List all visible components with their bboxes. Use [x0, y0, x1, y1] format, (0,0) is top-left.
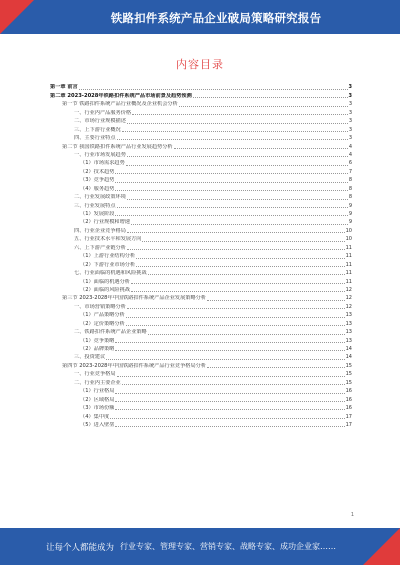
toc-leader-dots — [79, 89, 348, 90]
toc-leader-dots — [148, 274, 345, 275]
footer-accent-triangle — [363, 528, 400, 565]
toc-entry[interactable] — [50, 311, 352, 319]
toc-entry[interactable] — [50, 226, 352, 234]
toc-entry-page: 17 — [345, 421, 352, 428]
toc-entry-text: 二、铁路扣件系统产品企业策略 — [74, 329, 147, 336]
toc-entry-page: 3 — [348, 135, 352, 142]
toc-entry-page: 17 — [345, 413, 352, 420]
toc-entry[interactable] — [50, 83, 352, 91]
toc-entry-text: 三、上下游行业概况 — [74, 126, 121, 133]
toc-entry[interactable] — [50, 210, 352, 218]
toc-leader-dots — [115, 215, 347, 216]
toc-entry[interactable] — [50, 277, 352, 285]
toc-leader-dots — [127, 156, 348, 157]
toc-entry[interactable] — [50, 117, 352, 125]
toc-leader-dots — [122, 131, 348, 132]
toc-entry[interactable] — [50, 243, 352, 251]
toc-entry[interactable] — [50, 201, 352, 209]
toc-entry-text: 二、市场行业规模描述 — [74, 118, 126, 125]
toc-entry-text: 第一章 前言 — [50, 84, 78, 91]
toc-leader-dots — [136, 258, 344, 259]
toc-leader-dots — [115, 393, 344, 394]
toc-entry-page: 3 — [348, 101, 352, 108]
toc-entry[interactable] — [50, 218, 352, 226]
toc-entry[interactable] — [50, 294, 352, 302]
toc-leader-dots — [115, 173, 347, 174]
toc-entry-page: 11 — [345, 261, 352, 268]
toc-entry[interactable] — [50, 142, 352, 150]
toc-leader-dots — [127, 232, 345, 233]
toc-leader-dots — [174, 148, 348, 149]
toc-entry[interactable] — [50, 319, 352, 327]
toc-entry-text: 第二章 2023-2028年铁路扣件系统产品市场前景及趋势预测 — [50, 92, 192, 99]
toc-entry-page: 11 — [345, 244, 352, 251]
toc-entry-text: （2）技术趋势 — [80, 168, 115, 175]
toc-entry[interactable] — [50, 395, 352, 403]
toc-entry-text: 三、投资建议 — [74, 354, 106, 361]
toc-entry-page: 10 — [345, 227, 352, 234]
footer-slogan: 让每个人都能成为 — [46, 543, 115, 553]
toc-entry[interactable] — [50, 328, 352, 336]
toc-entry-text: 一、行业竞争格局 — [74, 371, 116, 378]
toc-entry-page: 11 — [345, 253, 352, 260]
toc-entry-page: 13 — [345, 329, 352, 336]
toc-entry[interactable] — [50, 108, 352, 116]
toc-entry[interactable] — [50, 91, 352, 99]
toc-entry-page: 8 — [348, 194, 352, 201]
toc-entry-text: （1）竞争策略 — [80, 337, 115, 344]
toc-leader-dots — [142, 241, 344, 242]
toc-title: 内容目录 — [176, 58, 224, 71]
toc-leader-dots — [115, 342, 344, 343]
toc-entry-page: 12 — [345, 303, 352, 310]
toc-entry-text: 三、行业发展特点 — [74, 202, 116, 209]
toc-entry-page: 3 — [348, 126, 352, 133]
toc-entry-page: 9 — [348, 219, 352, 226]
toc-entry-text: （2）面临的风险挑战 — [80, 286, 130, 293]
toc-entry-text: （3）市场份额 — [80, 405, 115, 412]
toc-entry-page: 13 — [345, 320, 352, 327]
toc-leader-dots — [126, 165, 348, 166]
toc-entry[interactable] — [50, 345, 352, 353]
toc-entry[interactable] — [50, 134, 352, 142]
toc-leader-dots — [127, 199, 348, 200]
toc-entry[interactable] — [50, 252, 352, 260]
toc-entry-text: （1）面临的机遇分析 — [80, 278, 130, 285]
toc-entry-page: 7 — [348, 168, 352, 175]
header-accent-triangle — [0, 0, 34, 34]
toc-leader-dots — [106, 359, 344, 360]
toc-entry[interactable] — [50, 269, 352, 277]
toc-entry-text: 第三节 2023-2028年中国铁路扣件系统产品企业发展策略分析 — [62, 295, 207, 302]
toc-entry-page: 9 — [348, 211, 352, 217]
toc-entry-page: 3 — [348, 118, 352, 125]
toc-entry[interactable] — [50, 421, 352, 429]
toc-entry-text: （2）定价策略分析 — [80, 320, 125, 327]
toc-entry-page: 11 — [345, 278, 352, 285]
toc-entry-text: （1）产品策略分析 — [80, 312, 125, 319]
toc-leader-dots — [131, 291, 345, 292]
toc-entry[interactable] — [50, 361, 352, 369]
toc-leader-dots — [117, 376, 345, 377]
toc-leader-dots — [136, 266, 344, 267]
toc-entry[interactable] — [50, 184, 352, 192]
toc-entry-text: 五、行业技术水平和发展方向 — [74, 236, 142, 243]
footer-roles: 行业专家、管理专家、营销专家、战略专家、成功企业家…… — [120, 542, 336, 551]
page-marker: 1 — [350, 512, 354, 518]
toc-entry-page: 13 — [345, 337, 352, 344]
toc-entry-page: 4 — [348, 151, 352, 158]
toc-entry[interactable] — [50, 412, 352, 420]
toc-entry-page: 13 — [345, 312, 352, 319]
toc-entry-text: （1）市场需求趋势 — [80, 160, 125, 167]
footer-band — [0, 528, 400, 565]
toc-entry[interactable] — [50, 370, 352, 378]
toc-entry-text: 第四节 2023-2028年中国铁路扣件系统产品行业竞争格局分析 — [62, 362, 207, 369]
toc-leader-dots — [126, 325, 345, 326]
toc-entry[interactable] — [50, 260, 352, 268]
toc-entry[interactable] — [50, 100, 352, 108]
toc-leader-dots — [148, 334, 345, 335]
toc-entry-page: 12 — [345, 286, 352, 293]
toc-leader-dots — [110, 418, 344, 419]
toc-entry-text: （4）集中度 — [80, 413, 110, 420]
toc-leader-dots — [115, 182, 347, 183]
toc-leader-dots — [117, 207, 348, 208]
toc-entry-page: 16 — [345, 405, 352, 412]
toc-leader-dots — [115, 190, 347, 191]
toc-leader-dots — [117, 139, 348, 140]
toc-entry-page: 10 — [345, 236, 352, 243]
toc-entry-text: （4）服务趋势 — [80, 185, 115, 192]
toc-entry[interactable] — [50, 387, 352, 395]
toc-entry-page: 3 — [348, 109, 352, 116]
toc-entry-text: 第一节 铁路扣件系统产品行业概况及企业机会分析 — [62, 101, 178, 108]
toc-entry[interactable] — [50, 167, 352, 175]
toc-leader-dots — [127, 249, 345, 250]
toc-entry-page: 14 — [345, 354, 352, 361]
toc-entry-page: 8 — [348, 185, 352, 192]
toc-entry-page: 15 — [345, 371, 352, 378]
toc-entry-page: 3 — [348, 92, 352, 99]
toc-entry-text: 一、行业市场发展趋势 — [74, 151, 126, 158]
toc-entry[interactable] — [50, 151, 352, 159]
toc-entry-text: （3）竞争趋势 — [80, 177, 115, 184]
toc-entry[interactable] — [50, 193, 352, 201]
toc-leader-dots — [132, 114, 348, 115]
toc-entry-page: 15 — [345, 379, 352, 386]
toc-entry[interactable] — [50, 286, 352, 294]
toc-entry-page: 12 — [345, 295, 352, 302]
toc-entry-page: 11 — [345, 270, 352, 277]
toc-leader-dots — [207, 367, 345, 368]
toc-entry-text: （2）品牌策略 — [80, 346, 115, 352]
toc-leader-dots — [193, 97, 348, 98]
toc-entry-page: 8 — [348, 177, 352, 184]
toc-entry-page: 15 — [345, 362, 352, 369]
toc-leader-dots — [131, 283, 345, 284]
toc-entry[interactable] — [50, 235, 352, 243]
toc-entry-text: （5）进入壁垒 — [80, 421, 115, 428]
toc-entry-text: 二、行业内主要企业 — [74, 379, 121, 386]
toc-leader-dots — [126, 317, 345, 318]
toc-entry-text: 二、行业发展政策环境 — [74, 194, 126, 201]
toc-leader-dots — [127, 123, 348, 124]
toc-entry[interactable] — [50, 302, 352, 310]
toc-entry-text: （1）上游行业结构分析 — [80, 253, 136, 260]
toc-entry-text: （1）发展阶段 — [80, 211, 115, 217]
toc-entry-page: 3 — [348, 84, 352, 91]
toc-entry-text: 一、行业内产品服务价格 — [74, 109, 132, 116]
toc-entry-text: （2）区域格局 — [80, 396, 115, 403]
toc-entry-page: 4 — [348, 143, 352, 150]
toc-leader-dots — [131, 224, 348, 225]
toc-entry[interactable] — [50, 176, 352, 184]
toc-entry-text: （2）下游行业市场分析 — [80, 261, 136, 268]
toc-entry[interactable] — [50, 159, 352, 167]
toc-entry-text: （2）行业规模和增速 — [80, 219, 130, 226]
toc-leader-dots — [115, 409, 344, 410]
report-title: 铁路扣件系统产品企业破局策略研究报告 — [110, 11, 322, 25]
toc-entry-text: 第二节 我国铁路扣件系统产品行业发展趋势分析 — [62, 143, 173, 150]
toc-entry-page: 16 — [345, 388, 352, 395]
header-band — [0, 0, 400, 34]
table-of-contents — [50, 83, 352, 429]
toc-entry[interactable] — [50, 353, 352, 361]
toc-leader-dots — [115, 401, 344, 402]
toc-entry-text: 七、行业面临的机遇和风险挑战 — [74, 270, 147, 277]
toc-entry-text: 四、行业企业竞争格局 — [74, 227, 126, 234]
toc-entry-text: 六、上下游产业链分析 — [74, 244, 126, 251]
toc-leader-dots — [127, 308, 345, 309]
toc-entry-page: 16 — [345, 396, 352, 403]
toc-entry-page: 6 — [348, 160, 352, 167]
toc-entry-text: 一、市场营销策略分析 — [74, 303, 126, 310]
toc-entry[interactable] — [50, 125, 352, 133]
toc-leader-dots — [115, 426, 344, 427]
toc-entry-text: 四、主要行业特点 — [74, 135, 116, 142]
toc-entry[interactable] — [50, 336, 352, 344]
toc-leader-dots — [179, 106, 348, 107]
toc-entry[interactable] — [50, 404, 352, 412]
toc-entry-text: （1）行业格局 — [80, 388, 115, 395]
toc-leader-dots — [115, 350, 344, 351]
toc-entry-page: 14 — [345, 346, 352, 352]
toc-entry-page: 9 — [348, 202, 352, 209]
toc-entry[interactable] — [50, 378, 352, 386]
toc-leader-dots — [122, 384, 345, 385]
toc-leader-dots — [207, 300, 345, 301]
